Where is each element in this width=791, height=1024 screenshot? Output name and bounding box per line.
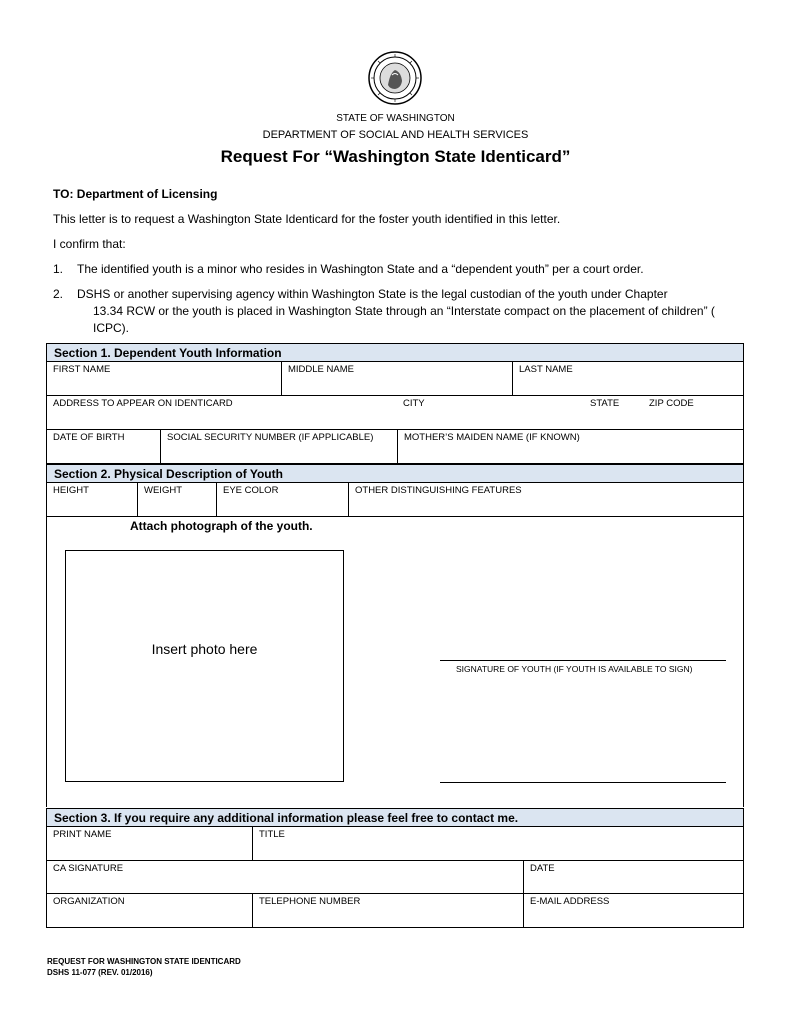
- item-number: 2.: [53, 287, 64, 301]
- photo-bottom-line: [440, 782, 726, 783]
- item-text: DSHS or another supervising agency within Washington State is the legal custodian of the youth under Chapter: [77, 287, 668, 301]
- maiden-name-field[interactable]: MOTHER’S MAIDEN NAME (IF KNOWN): [404, 432, 580, 443]
- address-row: [46, 396, 744, 430]
- last-name-field[interactable]: LAST NAME: [519, 364, 573, 375]
- organization-field[interactable]: ORGANIZATION: [47, 894, 253, 927]
- height-field[interactable]: HEIGHT: [47, 483, 138, 516]
- intro-text: This letter is to request a Washington State Identicard for the foster youth identified in this letter.: [53, 212, 561, 226]
- features-field[interactable]: OTHER DISTINGUISHING FEATURES: [355, 485, 522, 496]
- date-field[interactable]: DATE: [530, 863, 555, 874]
- ca-signature-field[interactable]: CA SIGNATURE: [47, 861, 524, 893]
- footer-form-name: REQUEST FOR WASHINGTON STATE IDENTICARD: [47, 957, 241, 966]
- email-field[interactable]: E-MAIL ADDRESS: [530, 896, 610, 907]
- item-number: 1.: [53, 262, 64, 276]
- middle-name-field[interactable]: MIDDLE NAME: [282, 362, 513, 395]
- confirm-text: I confirm that:: [53, 237, 126, 251]
- page-title: Request For “Washington State Identicard”: [220, 147, 571, 166]
- name-row: [46, 362, 744, 396]
- washington-state-seal-icon: [368, 51, 422, 105]
- print-name-field[interactable]: PRINT NAME: [47, 827, 253, 860]
- footer-form-number: DSHS 11-077 (REV. 01/2016): [47, 968, 153, 977]
- section-3: [46, 808, 744, 928]
- section-2: [46, 464, 744, 517]
- eye-color-field[interactable]: EYE COLOR: [217, 483, 349, 516]
- signature-row: [46, 861, 744, 894]
- section-2-heading: Section 2. Physical Description of Youth: [46, 464, 744, 483]
- address-label: ADDRESS TO APPEAR ON IDENTICARD: [53, 398, 233, 409]
- attach-photo-label: Attach photograph of the youth.: [130, 519, 313, 533]
- to-line: TO: Department of Licensing: [53, 187, 218, 201]
- header-state: STATE OF WASHINGTON: [336, 113, 455, 124]
- telephone-field[interactable]: TELEPHONE NUMBER: [253, 894, 524, 927]
- section-1: [46, 343, 744, 464]
- dob-row: [46, 430, 744, 464]
- city-label: CITY: [403, 398, 425, 409]
- confirm-item-2: [53, 286, 715, 335]
- address-field[interactable]: [47, 396, 743, 429]
- organization-row: [46, 894, 744, 928]
- section-1-heading: Section 1. Dependent Youth Information: [46, 343, 744, 362]
- photo-placeholder: Insert photo here: [151, 641, 258, 657]
- confirm-item-1: [53, 261, 644, 278]
- physical-row: [46, 483, 744, 517]
- title-field[interactable]: TITLE: [259, 829, 285, 840]
- ssn-field[interactable]: SOCIAL SECURITY NUMBER (IF APPLICABLE): [161, 430, 398, 463]
- first-name-field[interactable]: FIRST NAME: [47, 362, 282, 395]
- zip-label: ZIP CODE: [649, 398, 694, 409]
- item-text-continued: 13.34 RCW or the youth is placed in Washington State through an “Interstate compact on the placement of children” ( ICPC).: [93, 304, 715, 335]
- item-text: The identified youth is a minor who resides in Washington State and a “dependent youth” per a court order.: [77, 262, 644, 276]
- weight-field[interactable]: WEIGHT: [138, 483, 217, 516]
- section-3-heading: Section 3. If you require any additional information please feel free to contact me.: [46, 808, 744, 827]
- header-department: DEPARTMENT OF SOCIAL AND HEALTH SERVICES: [262, 129, 529, 141]
- state-label: STATE: [590, 398, 620, 409]
- photo-box[interactable]: [65, 550, 344, 782]
- youth-signature-label: SIGNATURE OF YOUTH (IF YOUTH IS AVAILABLE TO SIGN): [456, 664, 693, 674]
- dob-field[interactable]: DATE OF BIRTH: [47, 430, 161, 463]
- print-name-row: [46, 827, 744, 861]
- youth-signature-line[interactable]: [440, 660, 726, 661]
